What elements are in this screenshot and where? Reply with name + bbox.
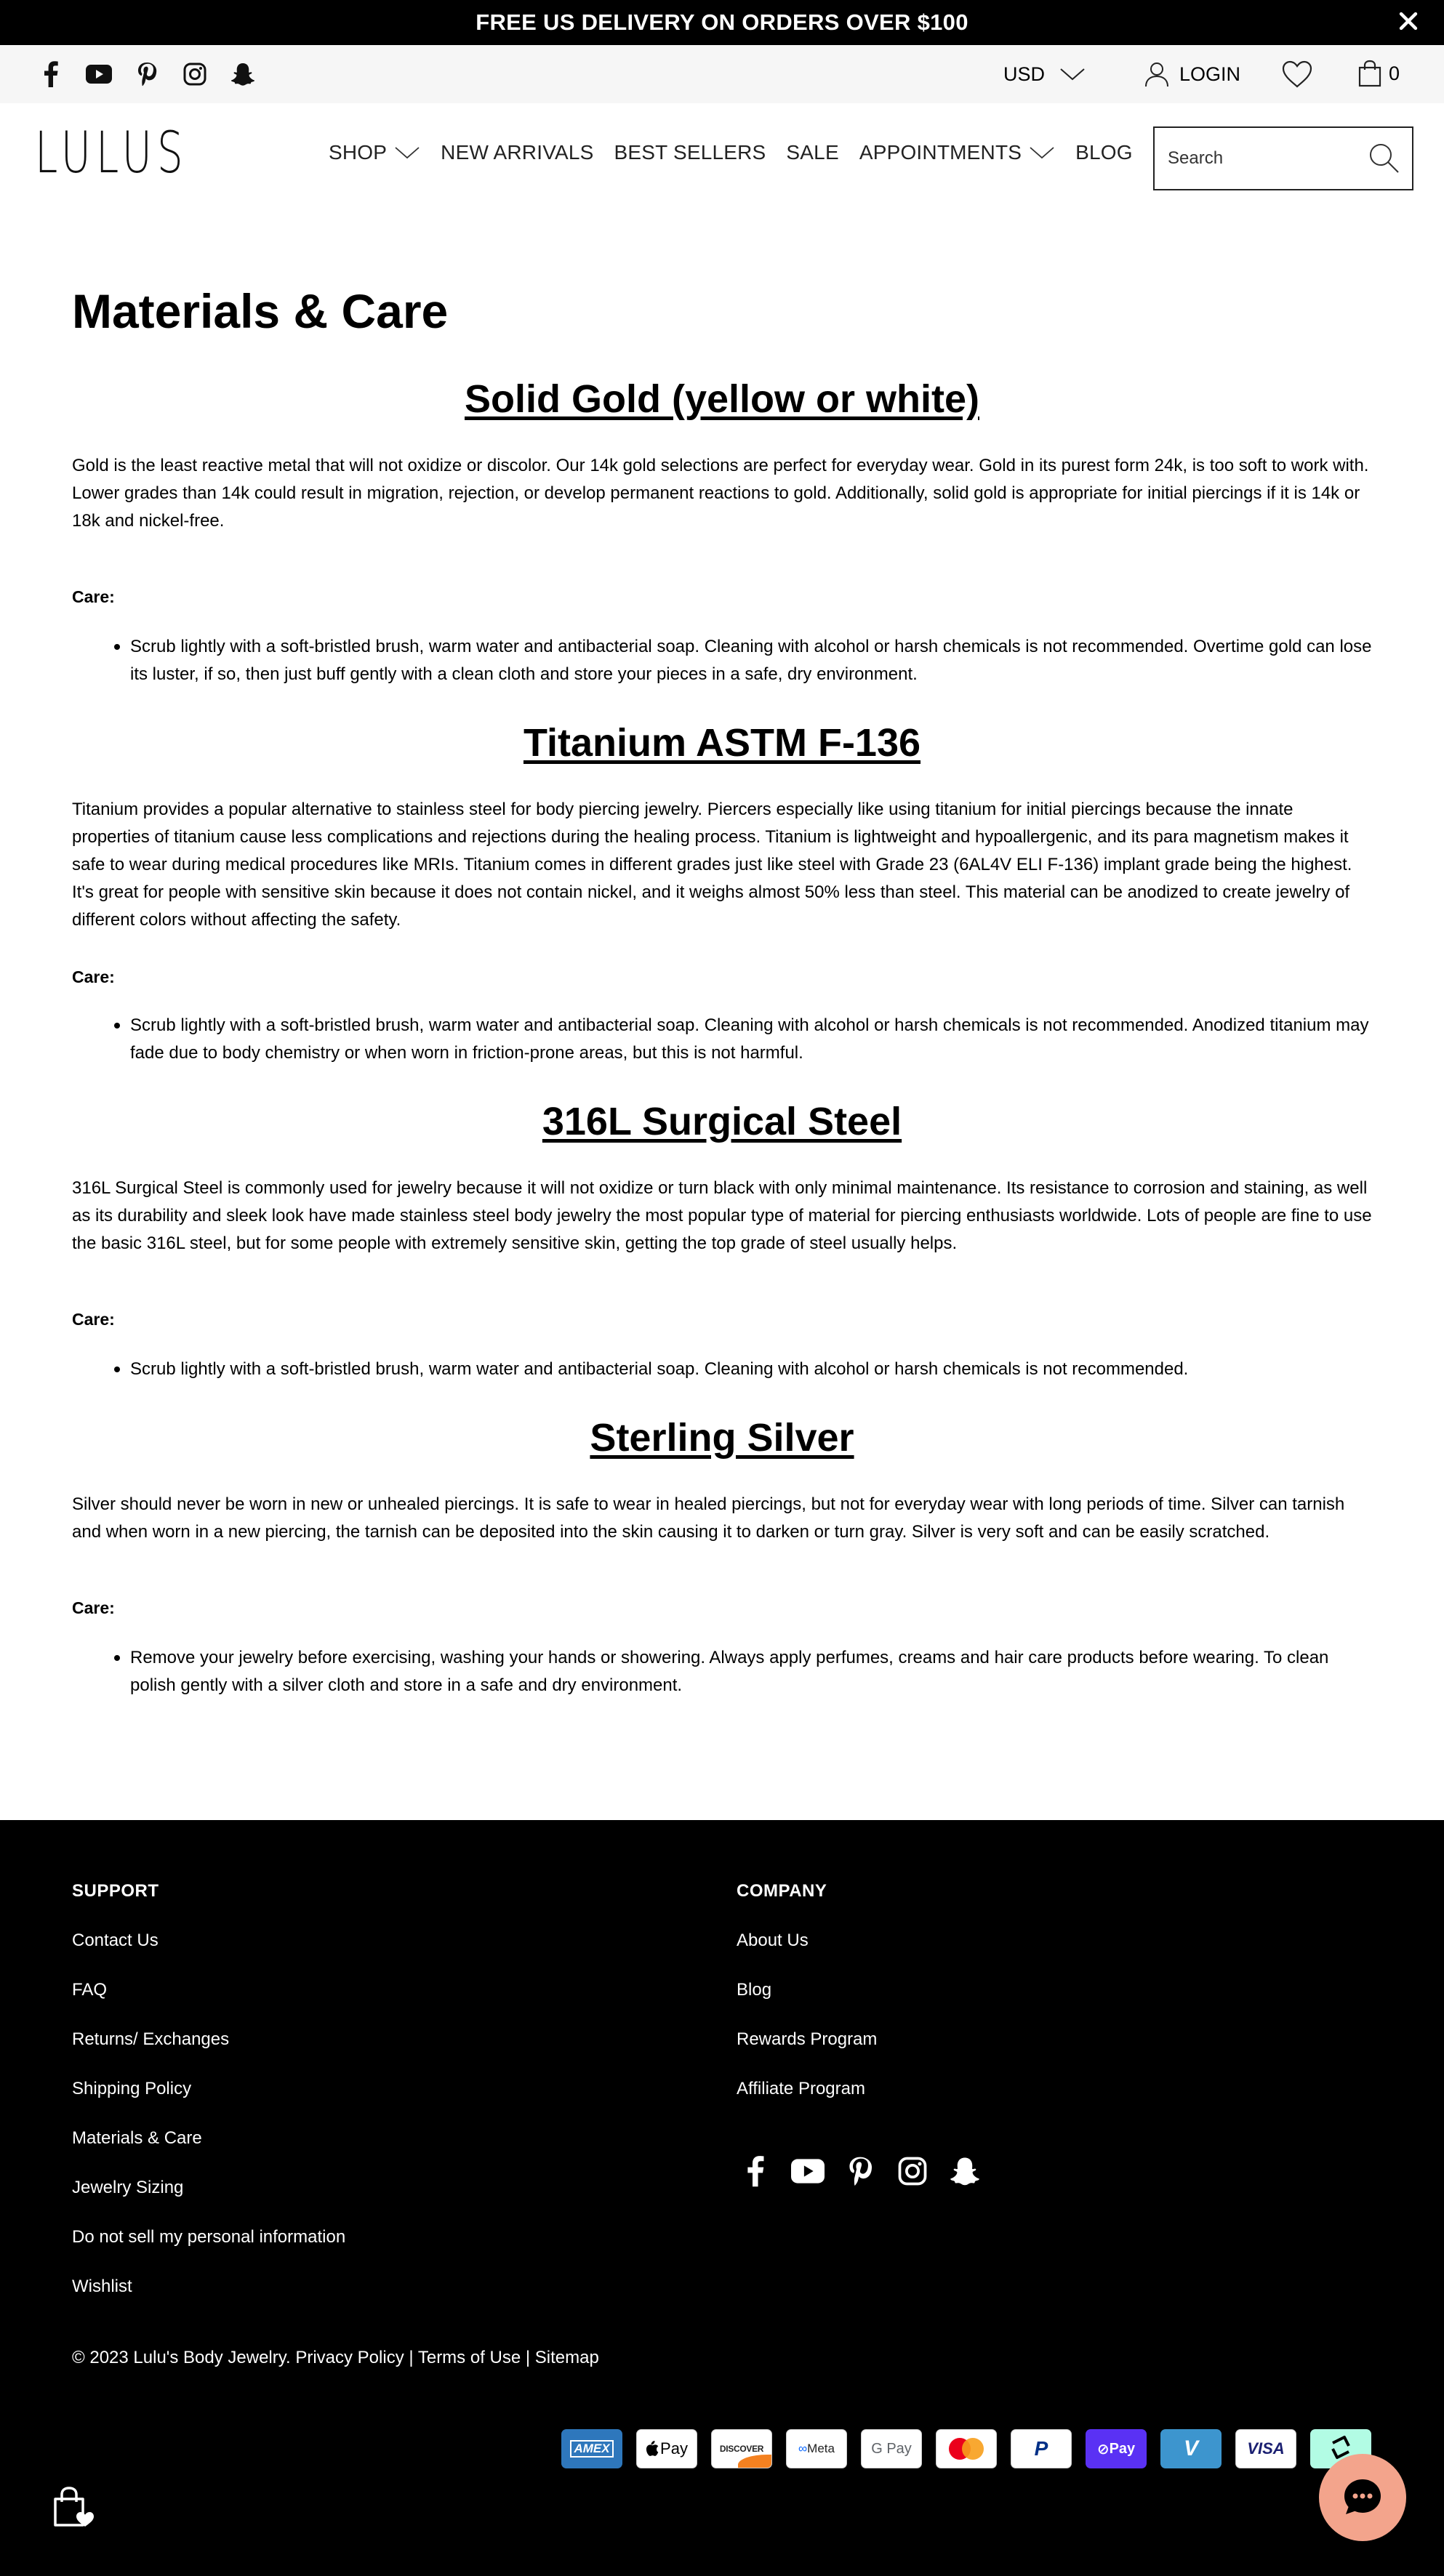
search-box	[1153, 126, 1413, 190]
section-heading-titanium: Titanium ASTM F-136	[523, 721, 921, 765]
shop-pay-icon: ⊘ Pay	[1086, 2429, 1147, 2468]
social-links-footer	[739, 2154, 982, 2188]
nav-item-label: BEST SELLERS	[614, 141, 766, 164]
section-body-silver: Silver should never be worn in new or unhealed piercings. It is safe to wear in healed piercings, but not for everyday wear with long periods of time. Silver can tarnish and when worn in a new piercing, the tarnish can be deposited into the skin causing it to darken or turn gray. Silver is very soft and can be easily scratched.	[72, 1494, 1345, 1542]
currency-label: USD	[1003, 63, 1046, 85]
search-input[interactable]	[1168, 148, 1364, 169]
footer-link-rewards[interactable]: Rewards Program	[737, 2029, 878, 2049]
care-label: Care:	[72, 1598, 115, 1617]
footer-link-faq[interactable]: FAQ	[72, 1980, 108, 2000]
footer-link-shipping-policy[interactable]: Shipping Policy	[72, 2079, 192, 2098]
cart-count: 0	[1389, 62, 1400, 84]
legal-separator: |	[404, 2348, 418, 2367]
login-label: LOGIN	[1179, 63, 1241, 85]
payment-methods	[561, 2429, 1371, 2468]
venmo-icon: V	[1160, 2429, 1222, 2468]
footer-company-column	[737, 1881, 877, 2128]
section-body-steel: 316L Surgical Steel is commonly used for jewelry because it will not oxidize or turn black with only minimal maintenance. Its resistance to corrosion and staining, as well as its durability and sleek look have made stainless steel body jewelry the most popular type of material for piercing enthusiasts worldwide. Lots of people are fine to use the basic 316L steel, but for some people with extremely sensitive skin, getting the top grade of steel usually helps.	[72, 1178, 1372, 1253]
footer-link-jewelry-sizing[interactable]: Jewelry Sizing	[72, 2178, 184, 2197]
sitemap-link[interactable]: Sitemap	[534, 2348, 599, 2367]
section-body-titanium: Titanium provides a popular alternative to stainless steel for body piercing jewelry. Piercers especially like using titanium for initial piercings because the innate properties of titanium cause less complications and rejections during the healing process. Titanium is lightweight and hypoallergenic, and its para magnetism makes it safe to wear during medical procedures like MRIs. Titanium comes in different grades just like steel with Grade 23 (6AL4V ELI F-136) implant grade being the highest. It's great for people with sensitive skin because it does not contain nickel, and it weighs almost 50% less than steel. This material can be anodized to create jewelry of different colors without affecting the safety.	[72, 800, 1352, 930]
cart-link[interactable]	[1358, 58, 1400, 89]
section-heading-gold: Solid Gold (yellow or white)	[464, 377, 979, 421]
copyright	[72, 2348, 599, 2368]
paypal-icon: P	[1011, 2429, 1072, 2468]
discover-icon: DISCOVER	[711, 2429, 772, 2468]
currency-selector[interactable]	[1003, 60, 1086, 89]
nav-item-appointments[interactable]	[859, 141, 1055, 164]
close-icon[interactable]	[1396, 9, 1421, 33]
snapchat-icon[interactable]	[230, 61, 256, 87]
social-links-top	[38, 61, 256, 87]
nav-item-label: NEW ARRIVALS	[441, 141, 594, 164]
site-header	[0, 103, 1444, 206]
visa-icon: VISA	[1235, 2429, 1296, 2468]
nav-item-label: SHOP	[329, 141, 388, 164]
pinterest-icon[interactable]	[843, 2154, 877, 2188]
footer-link-wishlist[interactable]: Wishlist	[72, 2277, 132, 2296]
instagram-icon[interactable]	[896, 2154, 929, 2188]
youtube-icon[interactable]	[86, 61, 112, 87]
care-label: Care:	[72, 1310, 115, 1329]
care-label: Care:	[72, 587, 115, 606]
main-nav	[329, 141, 1153, 164]
care-item: Scrub lightly with a soft-bristled brush, warm water and antibacterial soap. Cleaning with alcohol or harsh chemicals is not recommended. Anodized titanium may fade due to body chemistry or when worn in friction-prone areas, but this is not harmful.	[72, 1012, 1372, 1067]
section-body-gold: Gold is the least reactive metal that will not oxidize or discolor. Our 14k gold selections are perfect for everyday wear. Gold in its purest form 24k, is too soft to work with. Lower grades than 14k could result in migration, rejection, or develop permanent reactions to gold. Additionally, solid gold is appropriate for initial piercings if it is 14k or 18k and nickel-free.	[72, 456, 1369, 531]
section-heading-steel: 316L Surgical Steel	[542, 1100, 902, 1143]
nav-item-sale[interactable]	[786, 141, 838, 164]
snapchat-icon[interactable]	[948, 2154, 982, 2188]
copyright-text: © 2023 Lulu's Body Jewelry.	[72, 2348, 291, 2367]
nav-item-blog[interactable]	[1075, 141, 1133, 164]
chevron-down-icon	[1029, 145, 1055, 160]
mastercard-icon	[936, 2429, 997, 2468]
heart-icon[interactable]	[1281, 60, 1313, 89]
facebook-icon[interactable]	[739, 2154, 772, 2188]
footer-link-returns[interactable]: Returns/ Exchanges	[72, 2029, 230, 2049]
nav-item-best-sellers[interactable]	[614, 141, 766, 164]
chevron-down-icon	[1059, 67, 1086, 81]
footer-support-column	[72, 1881, 345, 2326]
pinterest-icon[interactable]	[134, 61, 160, 87]
chat-widget-button[interactable]	[1319, 2454, 1406, 2541]
nav-item-label: BLOG	[1075, 141, 1133, 164]
care-label: Care:	[72, 967, 115, 986]
footer-link-about-us[interactable]: About Us	[737, 1931, 809, 1950]
footer-link-do-not-sell[interactable]: Do not sell my personal information	[72, 2227, 346, 2247]
google-pay-icon: G Pay	[861, 2429, 922, 2468]
footer-link-affiliate[interactable]: Affiliate Program	[737, 2079, 865, 2098]
instagram-icon[interactable]	[182, 61, 208, 87]
meta-pay-icon: ∞Meta	[786, 2429, 847, 2468]
footer-link-blog[interactable]: Blog	[737, 1980, 772, 2000]
user-icon	[1144, 61, 1169, 87]
wishlist-bag-icon[interactable]	[51, 2484, 96, 2529]
nav-item-new-arrivals[interactable]	[441, 141, 593, 164]
site-logo[interactable]: LULUS	[35, 121, 188, 186]
site-footer	[0, 1820, 1444, 2576]
chevron-down-icon	[394, 145, 420, 160]
care-item: Remove your jewelry before exercising, washing your hands or showering. Always apply perfumes, creams and hair care products before wearing. To clean polish gently with a silver cloth and store in a safe and dry environment.	[72, 1644, 1372, 1699]
footer-heading-support: SUPPORT	[72, 1881, 159, 1901]
main-content	[72, 276, 1372, 1699]
footer-link-materials-care[interactable]: Materials & Care	[72, 2128, 202, 2148]
shopping-bag-icon	[1358, 60, 1381, 87]
announcement-bar	[0, 0, 1444, 45]
login-link[interactable]	[1144, 60, 1240, 89]
legal-separator: |	[521, 2348, 535, 2367]
nav-item-label: SALE	[786, 141, 839, 164]
youtube-icon[interactable]	[791, 2154, 825, 2188]
amex-icon: AMEX	[561, 2429, 622, 2468]
chat-icon	[1341, 2476, 1384, 2519]
nav-item-label: APPOINTMENTS	[859, 141, 1022, 164]
footer-heading-company: COMPANY	[737, 1881, 827, 1901]
privacy-policy-link[interactable]: Privacy Policy	[295, 2348, 404, 2367]
footer-link-contact-us[interactable]: Contact Us	[72, 1931, 159, 1950]
search-icon[interactable]	[1367, 141, 1400, 174]
announcement-text: FREE US DELIVERY ON ORDERS OVER $100	[476, 9, 968, 35]
care-item: Scrub lightly with a soft-bristled brush, warm water and antibacterial soap. Cleaning with alcohol or harsh chemicals is not recommended. Overtime gold can lose its luster, if so, then just buff gently with a clean cloth and store your pieces in a safe, dry environment.	[72, 633, 1372, 688]
care-item: Scrub lightly with a soft-bristled brush, warm water and antibacterial soap. Cleaning with alcohol or harsh chemicals is not recommended.	[72, 1356, 1372, 1383]
facebook-icon[interactable]	[38, 61, 64, 87]
nav-item-shop[interactable]	[329, 141, 420, 164]
terms-of-use-link[interactable]: Terms of Use	[417, 2348, 521, 2367]
page-title: Materials & Care	[72, 284, 449, 338]
utility-bar	[0, 45, 1444, 103]
section-heading-silver: Sterling Silver	[590, 1416, 854, 1460]
apple-pay-icon: Pay	[636, 2429, 697, 2468]
